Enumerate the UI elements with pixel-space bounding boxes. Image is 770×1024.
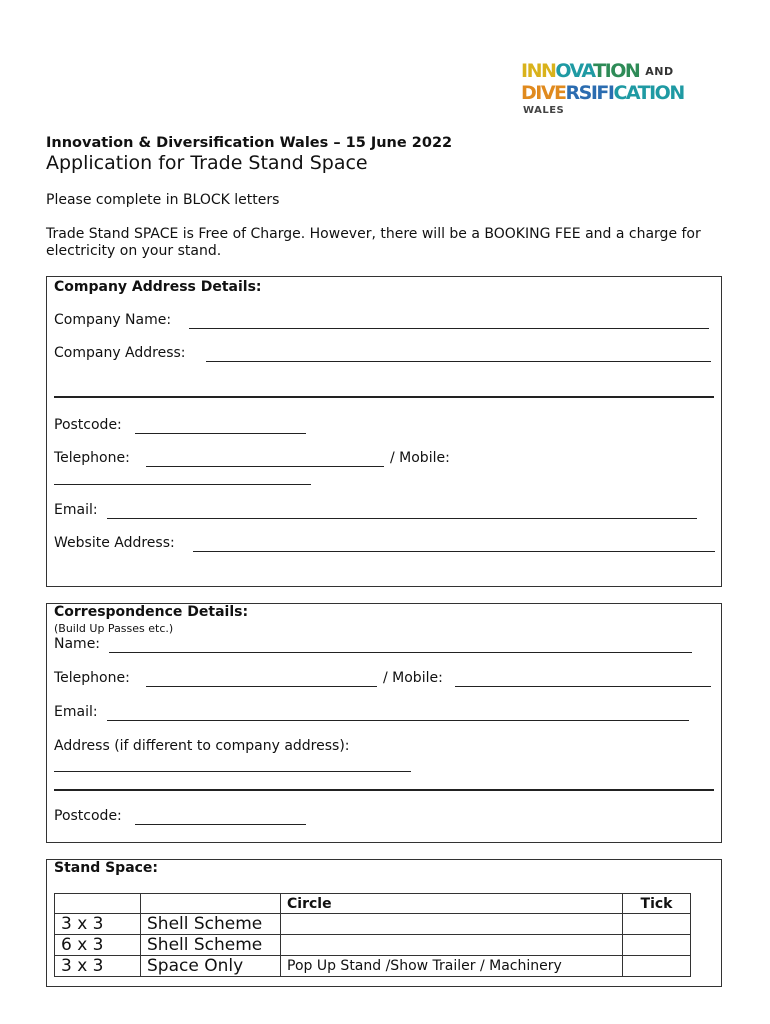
event-heading: Innovation & Diversification Wales – 15 June 2022 [46, 135, 453, 151]
table-header-cell [55, 894, 141, 914]
logo-wales: WALES [523, 105, 565, 116]
tick-column-header: Tick [623, 894, 691, 914]
logo-line-1: INNOVATION AND [521, 60, 674, 82]
company-address-field[interactable] [206, 361, 711, 362]
tick-cell[interactable] [623, 956, 691, 977]
correspondence-section-heading: Correspondence Details: [54, 604, 249, 620]
correspondence-telephone-label: Telephone: [54, 670, 130, 686]
correspondence-email-label: Email: [54, 704, 98, 720]
tick-cell[interactable] [623, 935, 691, 956]
correspondence-subheading: (Build Up Passes etc.) [54, 622, 174, 635]
circle-cell[interactable] [281, 914, 623, 935]
correspondence-telephone-field[interactable] [146, 686, 377, 687]
circle-cell[interactable]: Pop Up Stand /Show Trailer / Machinery [281, 956, 623, 977]
tick-cell[interactable] [623, 914, 691, 935]
company-mobile-label: / Mobile: [390, 450, 450, 466]
table-row [55, 935, 691, 956]
correspondence-postcode-field[interactable] [135, 824, 306, 825]
circle-column-header: Circle [281, 894, 623, 914]
stand-size: 6 x 3 [55, 935, 141, 956]
correspondence-name-field[interactable] [109, 652, 692, 653]
company-section-heading: Company Address Details: [54, 279, 262, 295]
company-postcode-label: Postcode: [54, 417, 122, 433]
logo-line-2: DIVERSIFICATION [521, 82, 684, 104]
company-website-label: Website Address: [54, 535, 175, 551]
circle-cell[interactable] [281, 935, 623, 956]
correspondence-address-line-2[interactable] [54, 789, 714, 791]
instructions-fees: Trade Stand SPACE is Free of Charge. However, there will be a BOOKING FEE and a charge for electricity on your stand. [46, 226, 701, 259]
stand-size: 3 x 3 [55, 956, 141, 977]
stand-section-heading: Stand Space: [54, 860, 159, 876]
innovation-diversification-logo [521, 60, 684, 120]
stand-type: Shell Scheme [141, 914, 281, 935]
company-email-field[interactable] [107, 518, 697, 519]
table-header-row [55, 894, 691, 914]
correspondence-email-field[interactable] [107, 720, 689, 721]
correspondence-mobile-field[interactable] [455, 686, 711, 687]
table-header-cell [141, 894, 281, 914]
stand-space-table [54, 893, 691, 977]
table-row [55, 914, 691, 935]
company-email-label: Email: [54, 502, 98, 518]
company-details-section [46, 276, 722, 587]
correspondence-address-label: Address (if different to company address): [54, 738, 350, 754]
correspondence-postcode-label: Postcode: [54, 808, 122, 824]
company-name-label: Company Name: [54, 312, 172, 328]
correspondence-address-field[interactable] [54, 771, 411, 772]
company-postcode-field[interactable] [135, 433, 306, 434]
company-name-field[interactable] [189, 328, 709, 329]
table-row [55, 956, 691, 977]
page-title: Application for Trade Stand Space [46, 152, 368, 174]
stand-type: Space Only [141, 956, 281, 977]
company-telephone-label: Telephone: [54, 450, 130, 466]
correspondence-mobile-label: / Mobile: [383, 670, 443, 686]
correspondence-name-label: Name: [54, 636, 101, 652]
stand-size: 3 x 3 [55, 914, 141, 935]
company-website-field[interactable] [193, 551, 715, 552]
stand-type: Shell Scheme [141, 935, 281, 956]
company-telephone-field[interactable] [146, 466, 384, 467]
instructions-block-letters: Please complete in BLOCK letters [46, 192, 280, 208]
company-address-label: Company Address: [54, 345, 186, 361]
company-address-line-2[interactable] [54, 396, 714, 398]
correspondence-details-section [46, 603, 722, 843]
company-mobile-field[interactable] [54, 484, 311, 485]
